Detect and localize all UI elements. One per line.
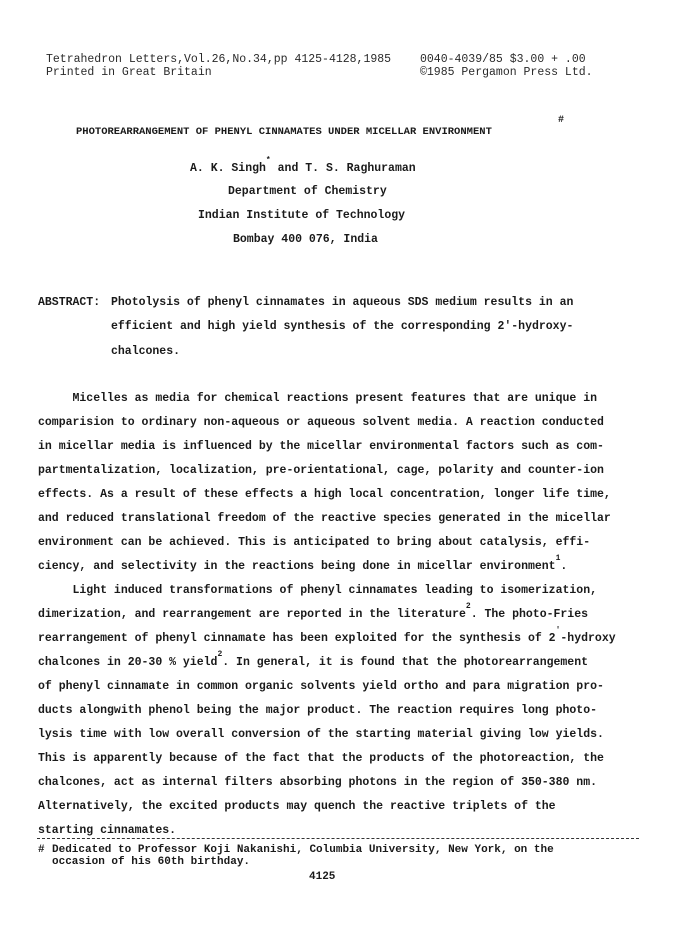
footnote-line: occasion of his 60th birthday. xyxy=(52,856,251,868)
body-line xyxy=(38,602,589,621)
body-line: in micellar media is influenced by the micellar environmental factors such as com- xyxy=(38,440,604,453)
body-line: comparision to ordinary non-aqueous or aqueous solvent media. A reaction conducted xyxy=(38,416,604,429)
reference-marker: 2 xyxy=(465,602,471,611)
affiliation-institute: Indian Institute of Technology xyxy=(198,209,406,222)
body-line-tail: . xyxy=(560,560,568,573)
issn-price: 0040-4039/85 $3.00 + .00 xyxy=(420,53,586,66)
footnote-rule xyxy=(37,838,639,839)
body-line: Micelles as media for chemical reactions present features that are unique in xyxy=(38,392,597,405)
body-line: Alternatively, the excited products may quench the reactive triplets of the xyxy=(38,800,556,813)
corresponding-author-mark: * xyxy=(265,156,271,165)
body-line-text: rearrangement of phenyl cinnamate has been exploited for the synthesis of 2 xyxy=(38,632,556,645)
author-first: A. K. Singh xyxy=(190,162,266,175)
body-line-tail: . The photo-Fries xyxy=(470,608,589,621)
copyright: ©1985 Pergamon Press Ltd. xyxy=(420,66,593,79)
authors xyxy=(190,156,416,175)
body-line: starting cinnamates. xyxy=(38,824,177,837)
reference-marker: 2 xyxy=(217,650,223,659)
reference-marker: 1 xyxy=(555,554,561,563)
footnote-line: Dedicated to Professor Koji Nakanishi, Columbia University, New York, on the xyxy=(52,844,554,856)
body-line xyxy=(38,650,589,669)
abstract-label: ABSTRACT: xyxy=(38,296,101,309)
paper-title xyxy=(76,115,565,138)
body-line xyxy=(38,554,568,573)
body-line: partmentalization, localization, pre-orientational, cage, polarity and counter-ion xyxy=(38,464,604,477)
abstract-line: chalcones. xyxy=(111,345,181,358)
body-line-text: dimerization, and rearrangement are reported in the literature xyxy=(38,608,466,621)
body-line: ducts alongwith phenol being the major product. The reaction requires long photo- xyxy=(38,704,597,717)
body-line-tail: . In general, it is found that the photorearrangement xyxy=(222,656,589,669)
body-line: and reduced translational freedom of the reactive species generated in the micellar xyxy=(38,512,611,525)
author-rest: and T. S. Raghuraman xyxy=(270,162,416,175)
body-line: lysis time with low overall conversion of the starting material giving low yields. xyxy=(38,728,604,741)
body-line: This is apparently because of the fact that the products of the photoreaction, the xyxy=(38,752,604,765)
body-line: environment can be achieved. This is anticipated to bring about catalysis, effi- xyxy=(38,536,591,549)
affiliation-department: Department of Chemistry xyxy=(228,185,387,198)
body-line-text: chalcones in 20-30 % yield xyxy=(38,656,218,669)
body-line-text: ciency, and selectivity in the reactions being done in micellar environment xyxy=(38,560,556,573)
body-line: effects. As a result of these effects a high local concentration, longer life time, xyxy=(38,488,611,501)
body-line-tail: -hydroxy xyxy=(560,632,616,645)
footnote-mark: # xyxy=(38,844,45,856)
title-footnote-mark: # xyxy=(558,115,565,126)
abstract-line: efficient and high yield synthesis of the corresponding 2'-hydroxy- xyxy=(111,320,574,333)
body-line: chalcones, act as internal filters absorbing photons in the region of 350-380 nm. xyxy=(38,776,597,789)
paper-title-text: PHOTOREARRANGEMENT OF PHENYL CINNAMATES UNDER MICELLAR ENVIRONMENT xyxy=(76,126,492,138)
page-number: 4125 xyxy=(309,871,336,883)
body-line: Light induced transformations of phenyl cinnamates leading to isomerization, xyxy=(38,584,597,597)
abstract-line: Photolysis of phenyl cinnamates in aqueous SDS medium results in an xyxy=(111,296,574,309)
body-line xyxy=(38,626,616,645)
prime-mark: ' xyxy=(555,626,561,635)
affiliation-city: Bombay 400 076, India xyxy=(233,233,378,246)
body-line: of phenyl cinnamate in common organic solvents yield ortho and para migration pro- xyxy=(38,680,604,693)
journal-citation: Tetrahedron Letters,Vol.26,No.34,pp 4125-4128,1985 xyxy=(46,53,392,66)
printed-location: Printed in Great Britain xyxy=(46,66,212,79)
